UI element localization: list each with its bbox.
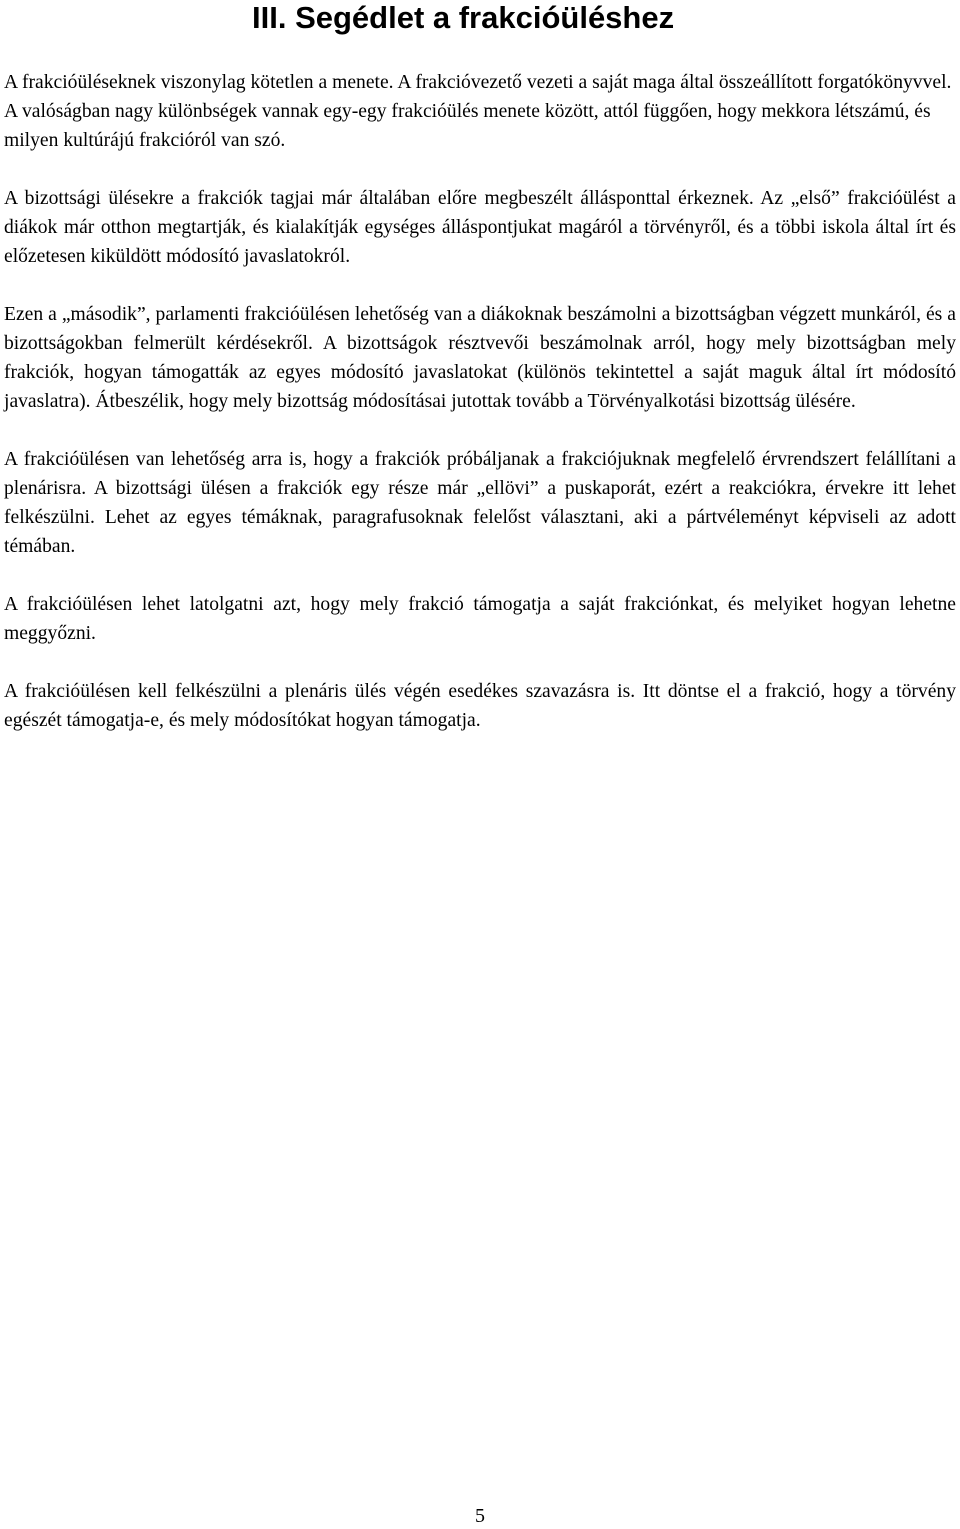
paragraph-5: A frakcióülésen lehet latolgatni azt, hogy mely frakció támogatja a saját frakciónkat, és melyiket hogyan lehetne meggyőzni. xyxy=(4,594,956,644)
body-text xyxy=(4,68,956,764)
paragraph-6: A frakcióülésen kell felkészülni a plenáris ülés végén esedékes szavazásra is. Itt döntse el a frakció, hogy a törvény egészét támogatja-e, és mely módosítókat hogyan támogatja. xyxy=(4,681,956,731)
paragraph-4: A frakcióülésen van lehetőség arra is, hogy a frakciók próbáljanak a frakciójuknak megfelelő érvrendszert felállítani a plenárisra. A bizottsági ülésen a frakciók egy része már „ellövi” a puskaporát, ezért a reakciókra, érvekre itt lehet felkészülni. Lehet az egyes témáknak, paragrafusoknak felelőst választani, aki a pártvéleményt képviseli az adott témában. xyxy=(4,449,956,557)
page-title: III. Segédlet a frakcióüléshez xyxy=(252,0,675,35)
paragraph-1: A frakcióüléseknek viszonylag kötetlen a menete. A frakcióvezető vezeti a saját maga által összeállított forgatókönyvvel. A valóságban nagy különbségek vannak egy-egy frakcióülés menete között, attól függően, hogy mekkora létszámú, és milyen kultúrájú frakcióról van szó. xyxy=(4,72,952,151)
paragraph-3: Ezen a „második”, parlamenti frakcióülésen lehetőség van a diákoknak beszámolni a bizottságban végzett munkáról, és a bizottságokban felmerült kérdésekről. A bizottságok résztvevői beszámolnak arról, hogy mely bizottságban mely frakciók, hogyan támogatták az egyes módosító javaslatokat (különös tekintettel a saját maguk által írt módosító javaslatra). Átbeszélik, hogy mely bizottság módosításai jutottak tovább a Törvényalkotási bizottság ülésére. xyxy=(4,304,956,412)
page-number: 5 xyxy=(475,1505,485,1527)
paragraph-2: A bizottsági ülésekre a frakciók tagjai már általában előre megbeszélt állásponttal érkeznek. Az „első” frakcióülést a diákok már otthon megtartják, és kialakítják egységes álláspontjukat magáról a törvényről, és a többi iskola által írt és előzetesen kiküldött módosító javaslatokról. xyxy=(4,188,956,267)
